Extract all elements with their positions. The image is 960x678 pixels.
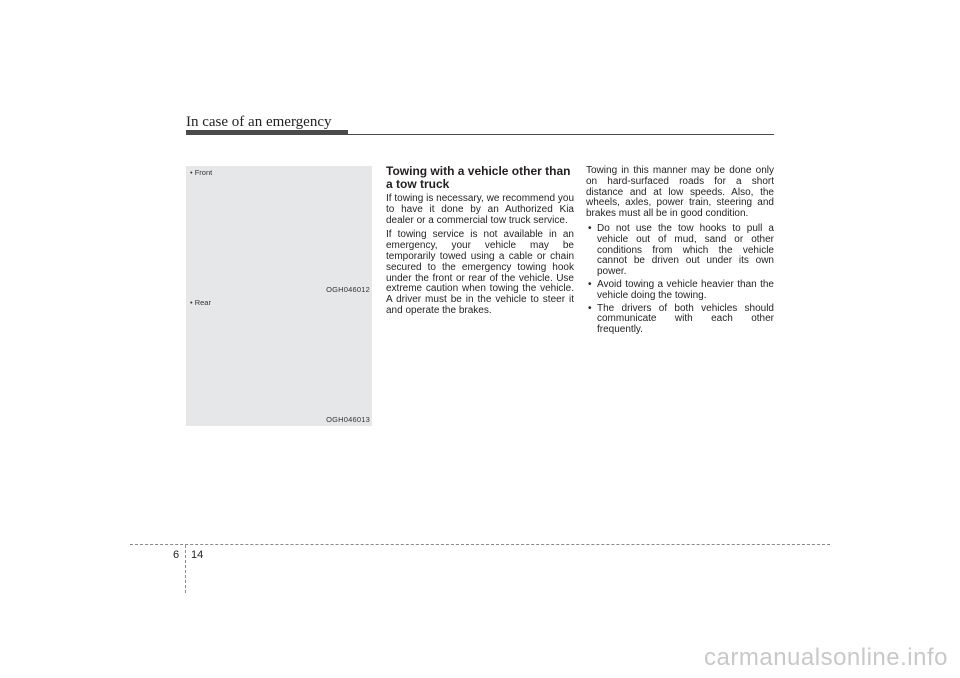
chapter-number: 6	[173, 549, 180, 561]
footer-divider	[185, 545, 186, 593]
watermark: carmanualsonline.info	[704, 644, 948, 671]
paragraph-towing-conditions: Towing in this manner may be done only on hard-surfaced roads for a short distance and at low speeds. Also, the wheels, axles, power train, steering and brakes must all be in good condition.	[586, 165, 774, 220]
list-item: • The drivers of both vehicles should communicate with each other frequently.	[588, 302, 774, 336]
list-item: • Avoid towing a vehicle heavier than the vehicle doing the towing.	[588, 278, 774, 301]
precaution-list	[586, 224, 774, 336]
paragraph-recommendation: If towing is necessary, we recommend you to have it done by an Authorized Kia dealer or a commercial tow truck service.	[386, 193, 574, 226]
bullet-icon: •	[588, 278, 592, 290]
bullet-icon: •	[588, 302, 592, 314]
header-rule	[348, 134, 774, 135]
figure-code-front: OGH046012	[326, 285, 370, 294]
figure-code-rear: OGH046013	[326, 415, 370, 424]
front-towing-figure	[186, 166, 372, 296]
text-column-middle	[386, 165, 574, 321]
list-item: • Do not use the tow hooks to pull a vehicle out of mud, sand or other conditions from which the vehicle cannot be driven out under its own power.	[588, 222, 774, 278]
figure-label-rear: • Rear	[190, 298, 211, 307]
figure-label-front: • Front	[190, 168, 213, 177]
page-number: 14	[191, 549, 204, 561]
text-column-right	[586, 166, 774, 338]
section-heading: Towing with a vehicle other than a tow truck	[386, 164, 571, 191]
footer-rule	[130, 544, 830, 545]
rear-towing-figure	[186, 296, 372, 426]
paragraph-emergency-towing: If towing service is not available in an emergency, your vehicle may be temporarily towed using a cable or chain secured to the emergency towing hook under the front or rear of the vehicle. Use extreme caution when towing the vehicle. A driver must be in the vehicle to steer it and operate the brakes.	[386, 229, 574, 316]
bullet-icon: •	[588, 222, 592, 234]
header-title: In case of an emergency	[186, 114, 332, 130]
header-bar	[186, 130, 348, 135]
